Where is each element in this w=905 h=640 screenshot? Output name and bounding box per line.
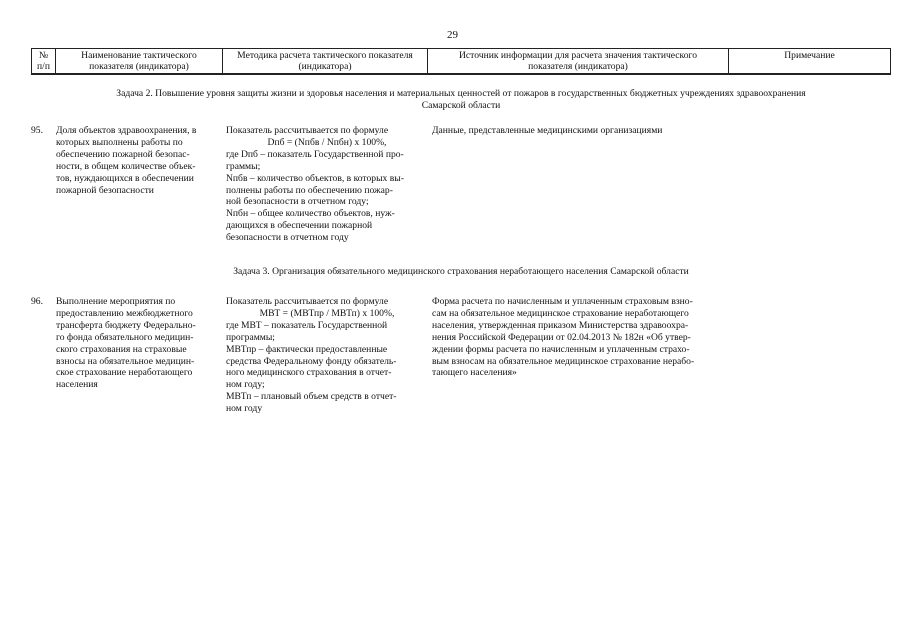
header-col-name: Наименование тактического показателя (индикатора) xyxy=(56,49,223,74)
row96-number: 96. xyxy=(31,296,43,307)
header-col-note: Примечание xyxy=(729,49,891,74)
row95-number: 95. xyxy=(31,125,43,136)
row96-formula: МВТ = (МВТпр / МВТп) х 100%, xyxy=(259,307,395,319)
row96-method: Показатель рассчитывается по формуле МВТ = (МВТпр / МВТп) х 100%, где МВТ – показатель Государственной программы; МВТпр – фактически предоставленные средства Федеральному фонду обязатель- ного медицинского страхования в отчет- ном году; МВТп – плановый объем средств в отчет- ном году xyxy=(226,296,428,415)
row95-formula: Dпб = (Nпбв / Nпбн) х 100%, xyxy=(267,136,387,148)
row95-method: Показатель рассчитывается по формуле Dпб = (Nпбв / Nпбн) х 100%, где Dпб – показатель Государственной про- граммы; Nпбв – количество объектов, в которых вы- полнены работы по обеспечению пожар- ной безопасности в отчетном году; Nпбн – общее количество объектов, нуж- дающихся в обеспечении пожарной безопасности в отчетном году xyxy=(226,125,428,244)
header-divider xyxy=(31,74,891,75)
header-col-number: № п/п xyxy=(32,49,56,74)
page-number: 29 xyxy=(447,29,458,41)
task2-title: Задача 2. Повышение уровня защиты жизни и здоровья населения и материальных ценностей от пожаров в государственных бюджетных учреждениях здравоохранения Самарской области xyxy=(116,88,806,111)
table-header xyxy=(31,48,891,74)
header-col-method: Методика расчета тактического показателя (индикатора) xyxy=(223,49,428,74)
row95-source: Данные, представленные медицинскими организациями xyxy=(432,125,663,136)
header-col-source: Источник информации для расчета значения тактического показателя (индикатора) xyxy=(428,49,729,74)
task3-title: Задача 3. Организация обязательного медицинского страхования неработающего населения Самарской области xyxy=(233,266,689,277)
row96-indicator-name: Выполнение мероприятия по предоставлению межбюджетного трансферта бюджету Федерально- го фонда обязательного медицин- ского страхования на страховые взносы на обязательное медицин- ское страхование неработающего населения xyxy=(56,296,196,391)
row96-source: Форма расчета по начисленным и уплаченным страховым взно- сам на обязательное медицинское страхование неработающего населения, утвержденная приказом Министерства здравоохра- нения Российской Федерации от 02.04.2013 № 182н «Об утвер- ждении формы расчета по начисленным и уплаченным страхо- вым взносам на обязательное медицинское страхование нерабо- тающего населения» xyxy=(432,296,695,379)
row95-indicator-name: Доля объектов здравоохранения, в которых выполнены работы по обеспечению пожарной безопас- ности, в общем количестве объек- тов, нуждающихся в обеспечении пожарной безопасности xyxy=(56,125,197,196)
